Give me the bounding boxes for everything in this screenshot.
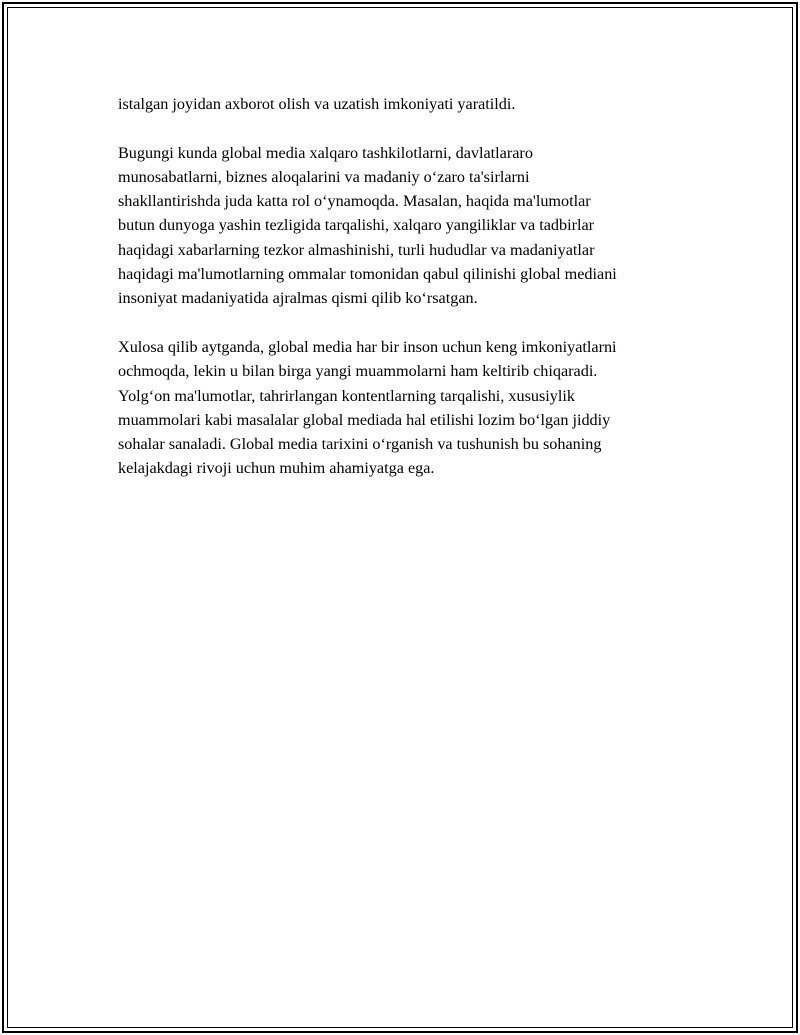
text-line: shakllantirishda juda katta rol o‘ynamoqda. Masalan, haqida ma'lumotlar [118,192,591,211]
text-line: sohalar sanaladi. Global media tarixini o‘rganish va tushunish bu sohaning [118,435,602,454]
text-line: munosabatlarni, biznes aloqalarini va madaniy o‘zaro ta'sirlarni [118,167,530,186]
paragraph-2 [118,141,698,311]
text-line: ochmoqda, lekin u bilan birga yangi muammolarni ham keltirib chiqaradi. [118,362,598,381]
text-line: insoniyat madaniyatida ajralmas qismi qilib ko‘rsatgan. [118,289,478,308]
text-line: kelajakdagi rivoji uchun muhim ahamiyatga ega. [118,459,435,478]
text-line: istalgan joyidan axborot olish va uzatish imkoniyati yaratildi. [118,95,516,113]
text-line: Yolg‘on ma'lumotlar, tahrirlangan kontentlarning tarqalishi, xususiylik [118,386,575,405]
text-line: Xulosa qilib aytganda, global media har bir inson uchun keng imkoniyatlarni [118,337,617,356]
text-line: Bugungi kunda global media xalqaro tashkilotlarni, davlatlararo [118,143,533,162]
text-line: muammolari kabi masalalar global mediada hal etilishi lozim bo‘lgan jiddiy [118,410,611,429]
document-body [118,92,698,481]
paragraph-3 [118,335,698,481]
paragraph-1 [118,92,698,116]
text-line: haqidagi xabarlarning tezkor almashinishi, turli hududlar va madaniyatlar [118,240,595,259]
text-line: haqidagi ma'lumotlarning ommalar tomonidan qabul qilinishi global mediani [118,265,617,284]
text-line: butun dunyoga yashin tezligida tarqalishi, xalqaro yangiliklar va tadbirlar [118,216,595,235]
